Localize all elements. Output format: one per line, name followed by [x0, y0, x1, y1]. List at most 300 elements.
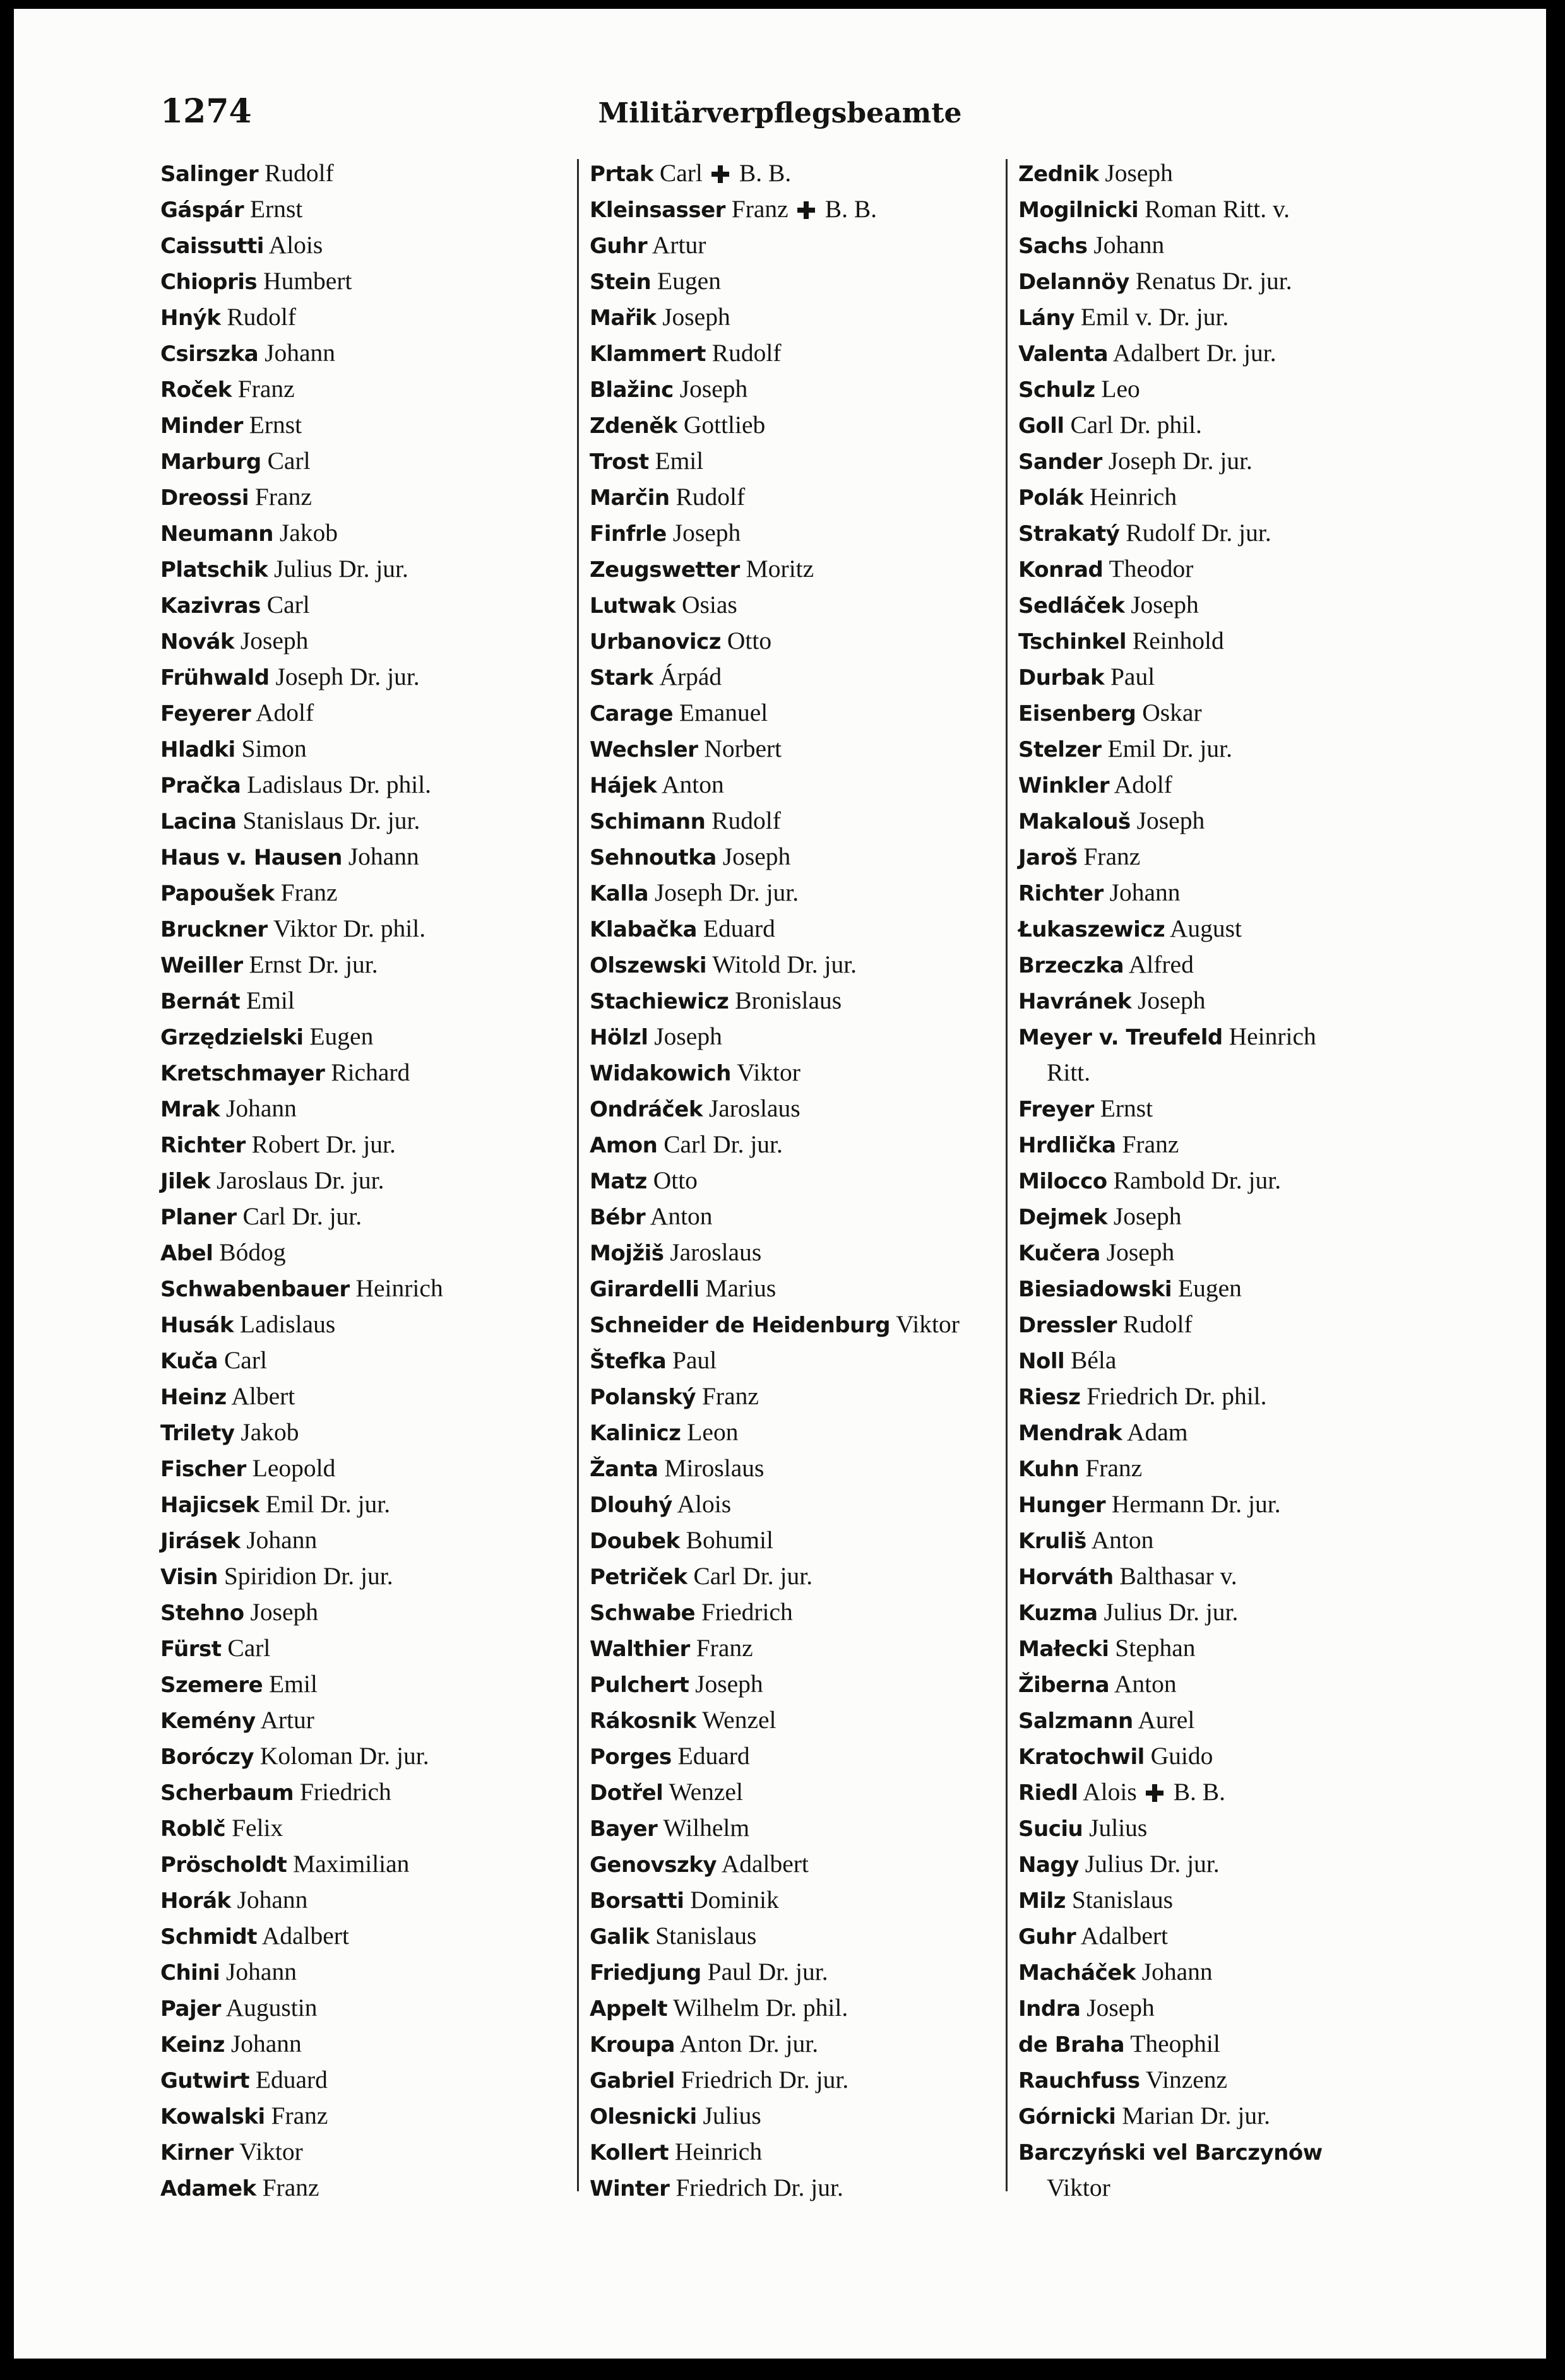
name-entry [590, 2134, 960, 2170]
given-name: Witold Dr. jur. [712, 950, 857, 978]
surname: Biesiadowski [1018, 1277, 1172, 1302]
given-name: Friedrich Dr. phil. [1086, 1382, 1267, 1410]
given-name: Rudolf [675, 483, 746, 511]
given-name: Ernst Dr. jur. [249, 950, 378, 978]
name-entry [590, 767, 960, 803]
name-entry [160, 299, 443, 335]
given-name: Joseph [240, 627, 309, 654]
name-entry [1018, 551, 1323, 587]
name-entry [1018, 263, 1323, 299]
given-name: Árpád [659, 663, 722, 690]
given-name: Emanuel [679, 699, 768, 726]
given-name: Robert Dr. jur. [251, 1130, 396, 1158]
name-entry [590, 1163, 960, 1199]
surname: Durbak [1018, 665, 1105, 690]
name-entry [590, 1954, 960, 1990]
name-entry [590, 2026, 960, 2062]
given-name: Franz [280, 879, 338, 906]
surname: Bébr [590, 1205, 646, 1230]
given-name: Jaroslaus Dr. jur. [217, 1166, 384, 1194]
surname: Milz [1018, 1888, 1066, 1914]
name-entry [160, 1522, 443, 1558]
given-name: Carl [227, 1634, 271, 1662]
surname: Goll [1018, 413, 1064, 439]
given-name: Joseph [654, 1022, 722, 1050]
surname: Jilek [160, 1169, 211, 1194]
surname: Novák [160, 629, 235, 654]
surname: Łukaszewicz [1018, 917, 1165, 942]
cross-icon [797, 201, 815, 219]
name-entry [160, 731, 443, 767]
given-name: Renatus Dr. jur. [1135, 267, 1292, 295]
given-name: Julius Dr. jur. [1104, 1598, 1239, 1626]
surname: Gáspár [160, 198, 244, 223]
name-entry [160, 587, 443, 623]
surname: Heinz [160, 1385, 227, 1410]
name-entry [590, 1270, 960, 1306]
name-entry [160, 1127, 443, 1163]
given-name: Wilhelm [663, 1814, 750, 1842]
given-name: Carl Dr. phil. [1070, 411, 1202, 439]
surname: Husák [160, 1313, 234, 1338]
surname: Frühwald [160, 665, 270, 690]
surname: Prtak [590, 162, 653, 187]
surname: Stein [590, 269, 652, 295]
name-entry [160, 1846, 443, 1882]
name-entry [160, 371, 443, 407]
given-name: Franz [271, 2102, 328, 2129]
surname: Wechsler [590, 737, 698, 762]
surname: Papoušek [160, 881, 275, 906]
name-entry [160, 479, 443, 515]
given-name: Alois [1083, 1778, 1137, 1806]
name-entry [590, 1055, 960, 1091]
name-entry [1018, 1954, 1323, 1990]
given-name: Julius [703, 2102, 761, 2129]
name-entry [160, 659, 443, 695]
surname: Caissutti [160, 234, 264, 259]
given-name: Anton [661, 771, 724, 798]
surname: Chini [160, 1960, 220, 1986]
given-name: Joseph [695, 1670, 763, 1698]
name-entry [1018, 191, 1323, 227]
name-entry [160, 443, 443, 479]
surname: Schwabenbauer [160, 1277, 350, 1302]
name-entry [1018, 875, 1323, 911]
name-entry [1018, 1414, 1323, 1450]
given-name: Joseph [250, 1598, 318, 1626]
name-entry [590, 1882, 960, 1918]
surname: Marčin [590, 485, 670, 511]
name-entry [160, 1810, 443, 1846]
given-name: Anton [1091, 1526, 1154, 1554]
surname: Kollert [590, 2140, 669, 2165]
surname: Ondráček [590, 1097, 703, 1122]
surname: Pajer [160, 1996, 221, 2022]
name-entry [590, 623, 960, 659]
surname: Schmidt [160, 1924, 258, 1950]
given-name: Oskar [1142, 699, 1202, 726]
surname: Schulz [1018, 377, 1095, 403]
given-name: Eugen [1177, 1274, 1242, 1302]
surname: Riesz [1018, 1385, 1081, 1410]
surname: Visin [160, 1565, 218, 1590]
given-name: Emil v. Dr. jur. [1080, 303, 1229, 331]
surname: Stehno [160, 1601, 244, 1626]
surname: Gutwirt [160, 2068, 249, 2093]
given-name: Franz [701, 1382, 759, 1410]
surname: Riedl [1018, 1780, 1078, 1806]
given-name: Aurel [1138, 1706, 1195, 1734]
given-name: Spiridion Dr. jur. [223, 1562, 393, 1590]
name-entry [1018, 1342, 1323, 1378]
surname: Nagy [1018, 1852, 1079, 1878]
given-name: Viktor [239, 2138, 303, 2165]
given-name: Johann [1109, 879, 1181, 906]
surname: Minder [160, 413, 243, 439]
name-entry [590, 371, 960, 407]
name-entry [1018, 1019, 1323, 1055]
name-entry [1018, 2026, 1323, 2062]
name-entry [590, 947, 960, 983]
name-entry [160, 1450, 443, 1486]
surname: Boróczy [160, 1744, 254, 1770]
surname: Mrak [160, 1097, 220, 1122]
surname: Tschinkel [1018, 629, 1127, 654]
name-entry [1018, 335, 1323, 371]
name-entry: Viktor [1047, 2174, 1110, 2201]
name-entry [1018, 947, 1323, 983]
name-entry [1018, 1702, 1323, 1738]
directory-page [14, 9, 1546, 2359]
surname: Sander [1018, 449, 1102, 475]
given-name: Theophil [1130, 2030, 1220, 2057]
surname: Małecki [1018, 1637, 1109, 1662]
surname: Matz [590, 1169, 647, 1194]
given-name: Bódog [219, 1238, 286, 1266]
given-name: Viktor [896, 1310, 960, 1338]
surname: Klabačka [590, 917, 697, 942]
name-entry [160, 1594, 443, 1630]
surname: Gabriel [590, 2068, 675, 2093]
name-entry [1018, 2098, 1323, 2134]
surname: Neumann [160, 521, 274, 547]
given-name: Roman Ritt. v. [1145, 195, 1290, 223]
given-name: Alois [677, 1490, 732, 1518]
surname: Genovszky [590, 1852, 717, 1878]
name-entry [160, 695, 443, 731]
given-name: Felix [232, 1814, 283, 1842]
surname: Klammert [590, 341, 706, 367]
given-name: Rudolf [264, 159, 334, 187]
surname: Petriček [590, 1565, 687, 1590]
given-name: Johann [226, 1094, 297, 1122]
name-entry [590, 2062, 960, 2098]
name-entry [160, 1918, 443, 1954]
given-name: Augustin [225, 1994, 318, 2022]
surname: Chiopris [160, 269, 258, 295]
name-entry [590, 1199, 960, 1234]
surname: Marburg [160, 449, 261, 475]
surname: Kleinsasser [590, 198, 725, 223]
surname: Weiller [160, 953, 243, 978]
given-name: Rambold Dr. jur. [1113, 1166, 1282, 1194]
given-name: Joseph [1086, 1994, 1155, 2022]
surname: Mařik [590, 305, 657, 331]
surname: Mojžiš [590, 1241, 664, 1266]
name-entry [160, 983, 443, 1019]
given-name: Bronislaus [735, 986, 842, 1014]
surname: Žanta [590, 1457, 658, 1482]
surname: Zeugswetter [590, 557, 740, 583]
name-entry [590, 1810, 960, 1846]
given-name: Simon [241, 735, 307, 762]
given-name: Stanislaus Dr. jur. [242, 807, 420, 834]
name-entry [1018, 2134, 1323, 2170]
given-name: Guido [1150, 1742, 1213, 1770]
name-entry [1018, 1738, 1323, 1774]
name-entry [160, 1774, 443, 1810]
name-entry [1018, 155, 1323, 191]
name-entry [1018, 227, 1323, 263]
decoration-note: B. B. [739, 159, 792, 187]
name-entry [590, 587, 960, 623]
name-entry [1018, 1306, 1323, 1342]
name-entry [1018, 623, 1323, 659]
name-entry [1018, 911, 1323, 947]
name-entry [160, 1990, 443, 2026]
surname: Galik [590, 1924, 650, 1950]
given-name: Carl [223, 1346, 267, 1374]
surname: Porges [590, 1744, 672, 1770]
surname: Havránek [1018, 989, 1132, 1014]
given-name: Carl [267, 447, 311, 475]
given-name: Emil [269, 1670, 318, 1698]
given-name: Joseph [672, 519, 741, 547]
given-name: Adam [1126, 1418, 1188, 1446]
name-entry [1018, 1594, 1323, 1630]
given-name: Adolf [1114, 771, 1172, 798]
surname: Lacina [160, 809, 237, 834]
name-entry [1018, 731, 1323, 767]
given-name: Emil [655, 447, 704, 475]
surname: Amon [590, 1133, 658, 1158]
given-name: Johann [237, 1886, 308, 1914]
given-name: Julius Dr. jur. [274, 555, 408, 583]
name-entry [590, 2098, 960, 2134]
name-entry [160, 1199, 443, 1234]
given-name: Gottlieb [683, 411, 766, 439]
given-name: Johann [246, 1526, 318, 1554]
column-separator [577, 159, 579, 2191]
surname: Hnýk [160, 305, 221, 331]
given-name: Jakob [279, 519, 338, 547]
page-header [14, 85, 1546, 135]
name-entry [160, 1630, 443, 1666]
given-name: Moritz [746, 555, 814, 583]
surname: Abel [160, 1241, 213, 1266]
name-entry [160, 1558, 443, 1594]
given-name: Maximilian [293, 1850, 410, 1878]
given-name: Alois [268, 231, 323, 259]
given-name: Friedrich [701, 1598, 793, 1626]
given-name: Vinzenz [1145, 2066, 1228, 2093]
surname: Barczyński vel Barczynów [1018, 2140, 1323, 2165]
name-entry [160, 1738, 443, 1774]
given-name: Jaroslaus [708, 1094, 800, 1122]
given-name: Joseph [662, 303, 730, 331]
name-entry: Ritt. [1047, 1058, 1091, 1086]
surname: Strakatý [1018, 521, 1120, 547]
surname: Brzeczka [1018, 953, 1124, 978]
surname: Kroupa [590, 2032, 675, 2057]
given-name: Koloman Dr. jur. [259, 1742, 429, 1770]
name-entry [590, 1558, 960, 1594]
given-name: Joseph [1131, 591, 1199, 619]
surname: Makalouš [1018, 809, 1131, 834]
surname: Górnicki [1018, 2104, 1116, 2129]
surname: Fürst [160, 1637, 222, 1662]
given-name: Joseph [722, 843, 791, 870]
surname: Sachs [1018, 234, 1088, 259]
given-name: Viktor [737, 1058, 800, 1086]
surname: Scherbaum [160, 1780, 294, 1806]
surname: Indra [1018, 1996, 1081, 2022]
name-entry [1018, 443, 1323, 479]
surname: Grzędzielski [160, 1025, 304, 1050]
surname: Sedláček [1018, 593, 1125, 619]
given-name: Leo [1101, 375, 1140, 403]
running-title: Militärverpflegsbeamte [598, 97, 962, 129]
name-entry [590, 1666, 960, 1702]
name-entry [160, 1270, 443, 1306]
name-entry [160, 767, 443, 803]
name-entry [1018, 983, 1323, 1019]
surname: Delannöy [1018, 269, 1129, 295]
surname: Blažinc [590, 377, 674, 403]
given-name: Carl Dr. jur. [663, 1130, 783, 1158]
surname: Girardelli [590, 1277, 699, 1302]
name-entry [590, 1522, 960, 1558]
surname: Winter [590, 2176, 670, 2201]
surname: Feyerer [160, 701, 251, 726]
given-name: Joseph [1105, 159, 1173, 187]
surname: Horváth [1018, 1565, 1114, 1590]
surname: Schimann [590, 809, 706, 834]
name-entry [160, 623, 443, 659]
name-entry [590, 695, 960, 731]
name-entry [1018, 371, 1323, 407]
surname: Kowalski [160, 2104, 265, 2129]
surname: Jaroš [1018, 845, 1078, 870]
surname: Schneider de Heidenburg [590, 1313, 890, 1338]
surname: Pulchert [590, 1673, 689, 1698]
name-entry [160, 875, 443, 911]
surname: Horák [160, 1888, 231, 1914]
surname: Valenta [1018, 341, 1109, 367]
surname: Salinger [160, 162, 259, 187]
surname: Jirásek [160, 1529, 241, 1554]
name-entry [1018, 299, 1323, 335]
given-name: Marius [705, 1274, 777, 1302]
given-name: Alfred [1128, 950, 1194, 978]
name-entry [160, 551, 443, 587]
surname: Hunger [1018, 1493, 1106, 1518]
page-number: 1274 [160, 92, 252, 131]
name-entry [160, 1234, 443, 1270]
surname: Kalla [590, 881, 649, 906]
surname: Walthier [590, 1637, 690, 1662]
name-entry [590, 1019, 960, 1055]
surname: Rauchfuss [1018, 2068, 1140, 2093]
column-separator [1006, 159, 1008, 2191]
surname: Kuzma [1018, 1601, 1098, 1626]
name-entry [590, 983, 960, 1019]
given-name: Stanislaus [655, 1922, 757, 1950]
given-name: Eduard [677, 1742, 750, 1770]
name-entry [1018, 1882, 1323, 1918]
surname: Freyer [1018, 1097, 1094, 1122]
surname: Mogilnicki [1018, 198, 1139, 223]
given-name: Richard [331, 1058, 410, 1086]
name-entry [590, 803, 960, 839]
name-entry [160, 2062, 443, 2098]
surname: Trilety [160, 1421, 235, 1446]
name-entry [590, 299, 960, 335]
given-name: Heinrich [355, 1274, 443, 1302]
name-entry [160, 1414, 443, 1450]
given-name: Miroslaus [664, 1454, 765, 1482]
surname: Appelt [590, 1996, 667, 2022]
name-entry [160, 1091, 443, 1127]
name-entry [590, 1918, 960, 1954]
name-entry [160, 803, 443, 839]
given-name: Adalbert [721, 1850, 809, 1878]
given-name: Anton [1114, 1670, 1177, 1698]
surname: Dotřel [590, 1780, 663, 1806]
given-name: Stephan [1115, 1634, 1196, 1662]
name-column-3 [1018, 155, 1323, 2206]
surname: Žiberna [1018, 1673, 1110, 1698]
given-name: Franz [1083, 843, 1141, 870]
given-name: Anton Dr. jur. [679, 2030, 819, 2057]
given-name: Franz [1122, 1130, 1179, 1158]
name-entry [1018, 1486, 1323, 1522]
surname: Trost [590, 449, 649, 475]
cross-icon [1146, 1784, 1163, 1802]
surname: Kemény [160, 1708, 256, 1734]
given-name: Eduard [703, 915, 775, 942]
surname: Kirner [160, 2140, 234, 2165]
name-entry [590, 875, 960, 911]
name-entry [160, 1019, 443, 1055]
name-entry [590, 1738, 960, 1774]
given-name: Leon [687, 1418, 739, 1446]
surname: Pröscholdt [160, 1852, 287, 1878]
given-name: Friedrich Dr. jur. [681, 2066, 849, 2093]
given-name: Marian Dr. jur. [1122, 2102, 1270, 2129]
name-entry [590, 551, 960, 587]
surname: Bayer [590, 1816, 658, 1842]
surname: Szemere [160, 1673, 263, 1698]
surname: Kretschmayer [160, 1061, 325, 1086]
surname: Haus v. Hausen [160, 845, 342, 870]
name-entry [160, 155, 443, 191]
given-name: Rudolf [1122, 1310, 1193, 1338]
surname: Dlouhý [590, 1493, 672, 1518]
decoration-note: B. B. [824, 195, 878, 223]
name-entry [590, 515, 960, 551]
